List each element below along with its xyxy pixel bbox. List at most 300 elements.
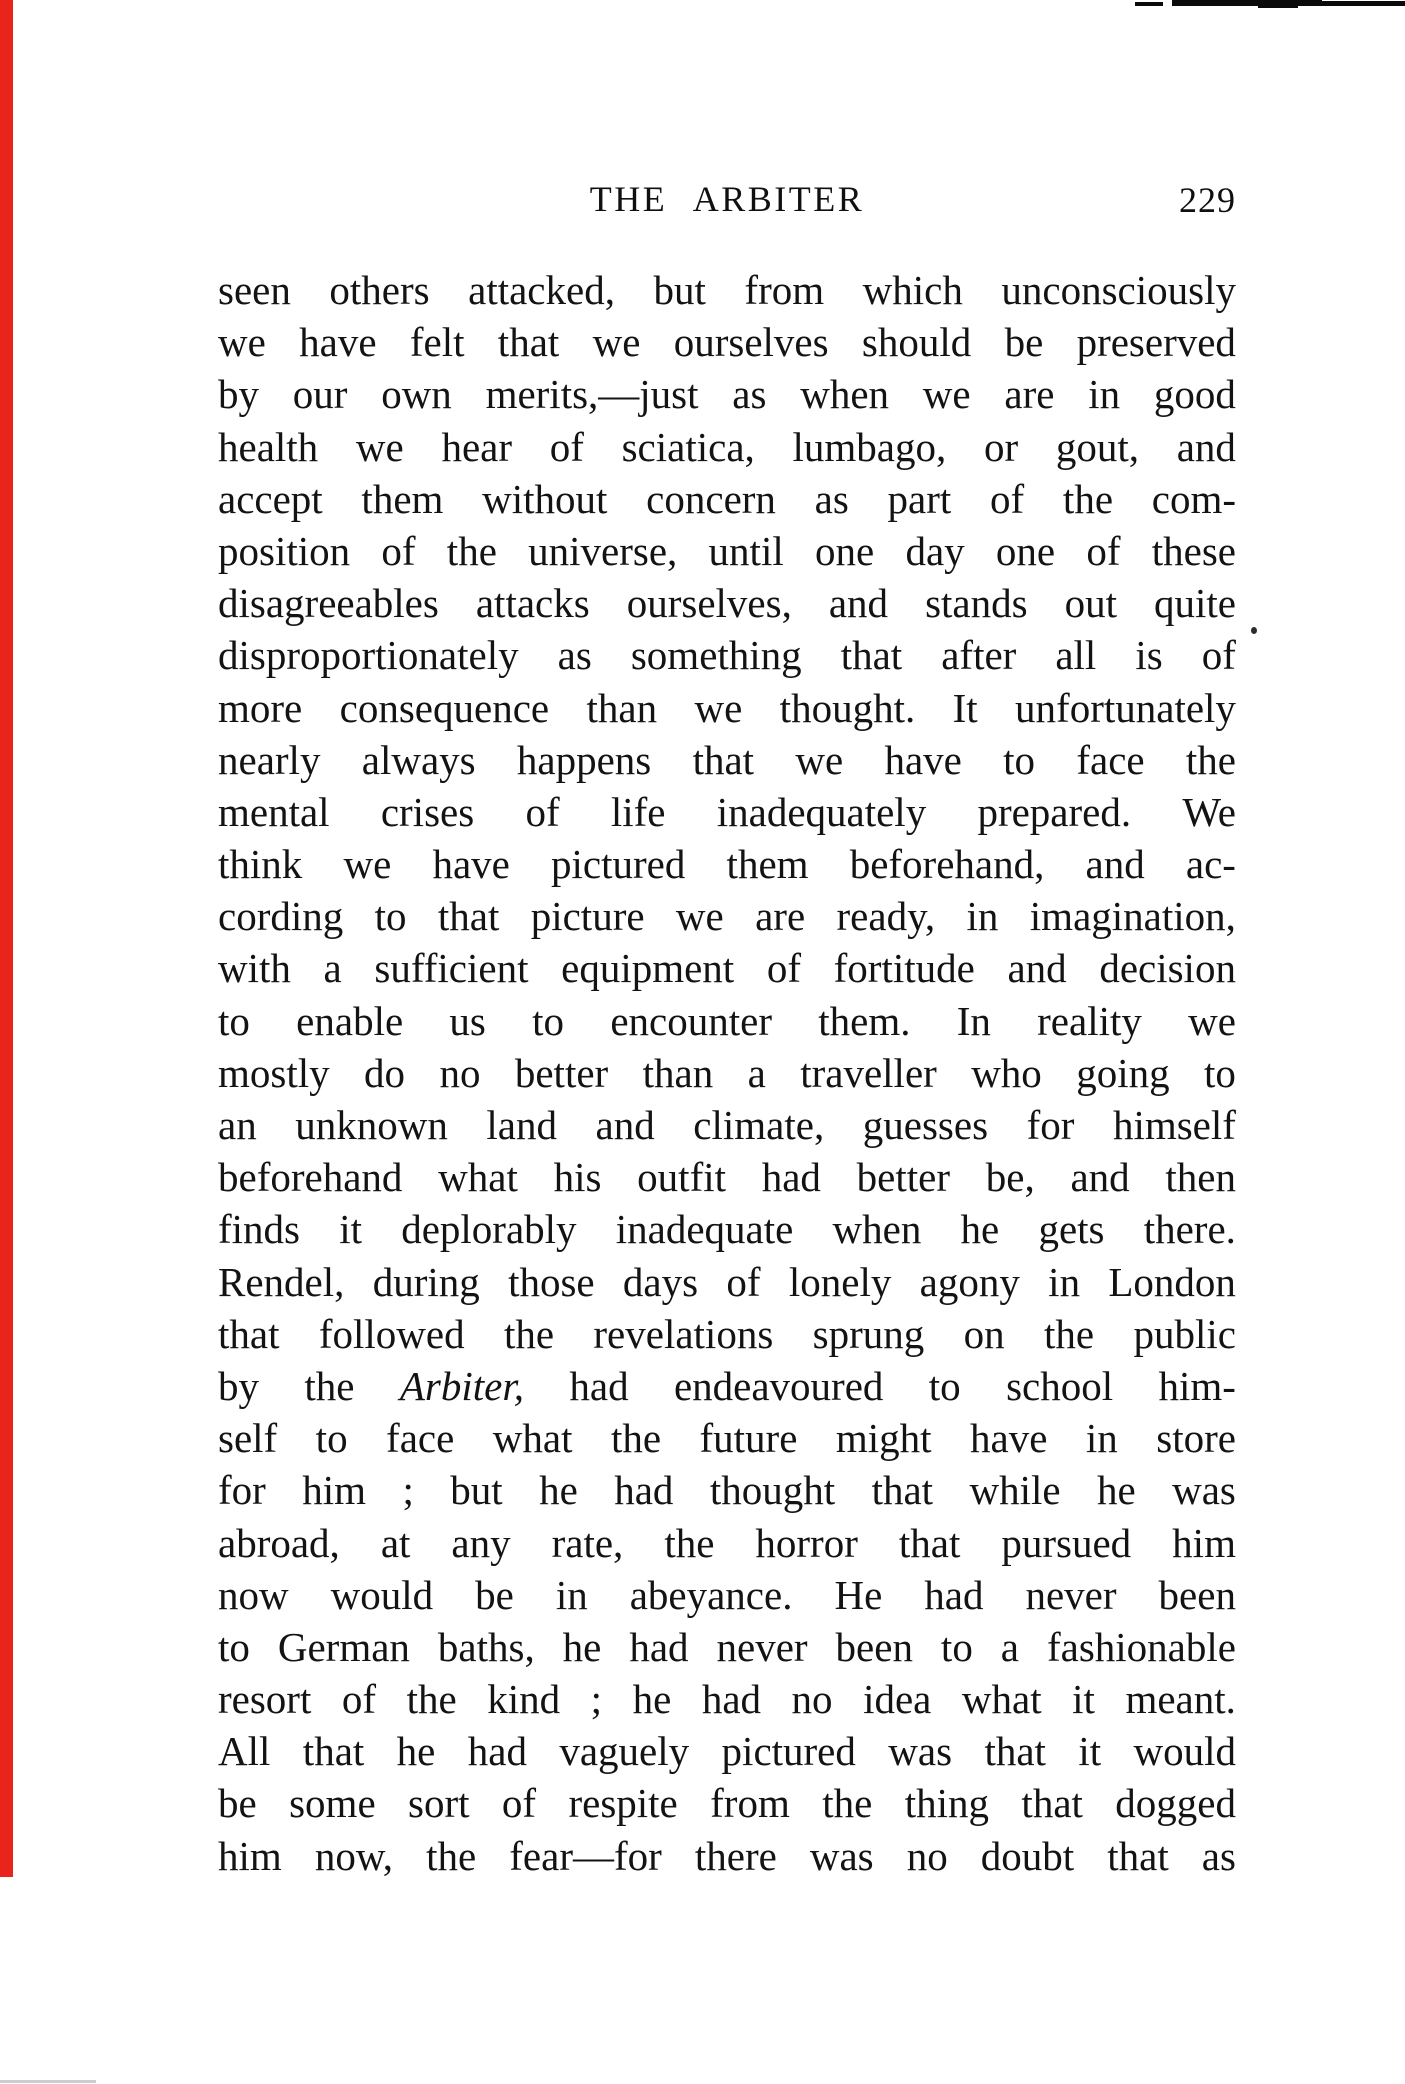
word: finds [218,1206,300,1253]
text-line [218,1569,1236,1621]
word: which [862,267,963,313]
word: is [1135,632,1163,679]
word: be, [985,1154,1035,1201]
word: the [1043,1310,1095,1357]
word: It [952,684,978,731]
word: never [1025,1571,1117,1618]
word: picture [530,893,645,940]
word: stands [925,580,1028,627]
word: sort [408,1780,470,1827]
word: inadequate [615,1206,794,1253]
word: we [1188,997,1236,1044]
text-line [218,995,1236,1047]
word: at [380,1519,411,1566]
text-line [218,1777,1236,1829]
word: there. [1143,1206,1236,1253]
page-title: THE ARBITER [589,179,865,219]
word: pursued [1001,1519,1132,1566]
word: resort [218,1676,312,1723]
word: abroad, [218,1519,340,1566]
word: we [355,423,404,470]
word: crises [380,788,475,835]
word: decision [1099,945,1236,992]
word: these [1151,527,1236,574]
word: had [761,1154,821,1201]
word: now, [314,1832,394,1879]
word: position [218,527,351,574]
word: fashionable [1046,1623,1236,1670]
word: He [834,1571,883,1618]
text-line [218,1203,1236,1255]
word: have [299,319,377,366]
word: himself [1112,1102,1236,1148]
scan-artifact-top-right [1172,0,1322,6]
word: going [1076,1049,1170,1096]
word: he [1097,1467,1136,1514]
word: guesses [862,1102,989,1148]
word: reality [1037,997,1142,1044]
word: beforehand [218,1154,403,1201]
word: thing [904,1780,990,1827]
word: unconsciously [1001,267,1236,313]
word: he [396,1728,436,1775]
ink-dot-artifact [1251,627,1257,634]
word: his [553,1154,602,1201]
word: be [218,1780,257,1827]
word: respite [568,1780,678,1827]
word: him [218,1832,282,1879]
word: the [664,1519,715,1566]
word: ready, [836,893,936,940]
text-line [218,1047,1236,1099]
word: had [614,1467,674,1514]
word: had [467,1728,527,1775]
word: and [1070,1154,1130,1201]
text-line [218,890,1236,942]
word: lumbago, [792,423,947,470]
text-line [218,421,1236,473]
word: of [726,1258,761,1305]
word: that [437,893,500,940]
word: a [747,1049,766,1096]
word: ; [590,1676,603,1723]
word: on [963,1310,1005,1357]
word: enable [296,997,404,1044]
word: them [361,475,444,522]
word: of [525,788,560,835]
word: what [492,1415,573,1462]
word: that [898,1519,961,1566]
word: those [508,1258,595,1305]
word: German [277,1623,410,1670]
word: better [856,1154,951,1201]
word: equipment [561,945,735,992]
word: sprung [812,1310,925,1357]
word: school [1006,1362,1114,1409]
text-line [218,1725,1236,1777]
word: an [218,1102,257,1148]
text-line [218,525,1236,577]
word: in [1088,371,1121,418]
word: it [1072,1676,1095,1723]
word: disagreeables [218,580,439,627]
word: was [888,1728,953,1775]
word: a [323,945,342,992]
word: days [622,1258,699,1305]
word: out [1064,580,1117,627]
word: dogged [1115,1780,1236,1827]
word: that [302,1728,365,1775]
word: then [1165,1154,1236,1201]
scan-artifact-top-right [1258,4,1298,8]
word: what [438,1154,518,1201]
word: quite [1154,580,1236,627]
word: after [941,632,1017,679]
word: that [984,1728,1046,1775]
word: imagination, [1029,893,1236,940]
word: would [1133,1728,1236,1775]
word: we [694,684,743,731]
word: and [595,1102,655,1148]
word: to [218,997,250,1044]
page-number: 229 [1179,180,1236,220]
word: was [809,1832,874,1879]
word: be [1004,319,1044,366]
word: ourselves, [626,580,792,627]
word: him [302,1467,367,1514]
word: inadequately [716,788,927,835]
word: horror [755,1519,858,1566]
word: for [1026,1102,1075,1148]
word: be [475,1571,514,1618]
word: fortitude [833,945,975,992]
scan-artifact-top-right [1135,2,1163,6]
word: he [539,1467,578,1514]
word: prepared. [977,788,1132,835]
word: sufficient [374,945,529,992]
word: gets [1038,1206,1105,1253]
word: mental [218,788,330,835]
word: lonely [788,1258,892,1305]
word: outfit [637,1154,726,1201]
word: them [726,841,809,888]
word: ourselves [673,319,829,366]
word: as [732,371,767,418]
word: he [632,1676,672,1723]
word: doubt [980,1832,1075,1879]
text-line [218,1673,1236,1725]
word: than [642,1049,714,1096]
word: and [1085,841,1145,888]
word: our [292,371,348,418]
word: thought [709,1467,836,1514]
word: any [451,1519,511,1566]
word: followed [318,1310,465,1357]
word: better [514,1049,609,1096]
word: as [1201,1832,1236,1879]
word: concern [646,475,776,522]
word: no [791,1676,833,1723]
word: one [995,527,1056,574]
text-line [218,786,1236,838]
word: to [218,1623,250,1670]
word: happens [516,736,652,783]
text-line [218,629,1236,681]
word: him [1172,1519,1236,1566]
word: might [835,1415,932,1462]
word: sciatica, [621,423,755,470]
word: with [218,945,291,992]
word: baths, [437,1623,535,1670]
word: thought. [779,684,916,731]
word: face [386,1415,455,1462]
word: beforehand, [849,841,1045,888]
text-line [218,1830,1236,1882]
word: that [497,319,560,366]
word: in [555,1571,588,1618]
word: store [1156,1415,1236,1462]
word: do [364,1049,406,1096]
word: endeavoured [673,1362,884,1409]
word: we [592,319,641,366]
text-line [218,1621,1236,1673]
word: to [374,893,407,940]
word: attacked, [468,267,615,313]
word: preserved [1076,319,1236,366]
word: we [795,736,844,783]
word: that [1107,1832,1169,1879]
word: in [1085,1415,1118,1462]
word: ; [402,1467,414,1514]
text-line [218,368,1236,420]
word: unfortunately [1015,684,1236,731]
word: felt [409,319,465,366]
word: have [432,841,510,888]
word: to [1204,1049,1236,1096]
word: or [983,423,1019,470]
word: and [1176,423,1236,470]
word: self [218,1415,278,1462]
word: attacks [475,580,590,627]
scan-artifact-bottom-left [0,2080,96,2083]
text-line [218,577,1236,629]
word: should [861,319,972,366]
word: of [1086,527,1121,574]
word: of [501,1780,537,1827]
word: some [289,1780,376,1827]
word: deplorably [401,1206,577,1253]
text-line [218,734,1236,786]
word: more [218,684,303,731]
word: of [549,423,584,470]
word: revelations [593,1310,774,1357]
word: hear [441,423,512,470]
word: of [990,475,1025,522]
word: to [928,1362,961,1409]
italic-word: Arbiter, [399,1362,524,1409]
text-line [218,1151,1236,1203]
word: universe, [528,527,678,574]
word: during [372,1258,480,1305]
text-line [218,682,1236,734]
word: when [800,371,890,418]
word: from [710,1780,790,1827]
word: Rendel, [218,1258,345,1305]
word: In [956,997,991,1044]
word: gout, [1055,423,1139,470]
word: abeyance. [629,1571,793,1618]
word: and [1007,945,1067,992]
word: without [482,475,608,522]
text-line [218,838,1236,890]
scan-artifact-top-right [1318,1,1405,6]
word: unknown [295,1102,448,1148]
word: now [218,1571,289,1618]
text-line [218,264,1236,316]
word: while [969,1467,1061,1514]
word: the [503,1310,555,1357]
word: traveller [800,1049,937,1096]
word: kind [487,1676,561,1723]
word: one [814,527,875,574]
word: pictured [721,1728,856,1775]
word: them. [818,997,911,1044]
page-header [218,179,1236,220]
word: it [339,1206,362,1253]
word: the [1185,736,1236,783]
word: when [832,1206,922,1253]
word: had [701,1676,762,1723]
word: public [1133,1310,1236,1357]
text-line [218,1256,1236,1308]
word: the [426,1832,477,1879]
word: good [1153,371,1236,418]
word: we [675,893,724,940]
word: mostly [218,1049,330,1096]
word: he [960,1206,1000,1253]
word: think [218,841,303,888]
word: accept [218,475,323,522]
word: was [1172,1467,1236,1514]
word: as [557,632,592,679]
word: as [814,475,849,522]
body-text [218,264,1236,1882]
word: the [304,1362,355,1409]
word: him- [1158,1362,1236,1409]
word: it [1078,1728,1102,1775]
word: of [766,945,801,992]
word: us [449,997,486,1044]
word: but [653,267,706,313]
word: face [1076,736,1145,783]
word: rate, [551,1519,624,1566]
word: that [692,736,755,783]
word: had [924,1571,984,1618]
word: encounter [610,997,772,1044]
word: in [966,893,999,940]
word: by [218,1362,259,1409]
word: have [970,1415,1048,1462]
word: are [755,893,806,940]
word: to [1003,736,1036,783]
red-edge-stripe [0,0,13,1877]
word: land [486,1102,557,1148]
word: of [341,1676,377,1723]
word: until [708,527,784,574]
word: that [840,632,903,679]
word: seen [218,267,291,313]
word: never [716,1623,808,1670]
word: than [586,684,658,731]
text-line [218,316,1236,368]
word: we [218,319,266,366]
text-line [218,1360,1236,1412]
word: to [940,1623,973,1670]
word: the [822,1780,873,1827]
word: agony [919,1258,1020,1305]
word: climate, [693,1102,825,1148]
word: no [906,1832,948,1879]
word: no [439,1049,481,1096]
word: the [406,1676,457,1723]
word: others [329,267,430,313]
word: We [1182,788,1236,835]
word: to [532,997,565,1044]
word: he [562,1623,602,1670]
word: nearly [218,736,321,783]
word: something [630,632,802,679]
word: would [330,1571,434,1618]
word: the [1062,475,1114,522]
word: cording [218,893,344,940]
word: been [835,1623,913,1670]
word: from [744,267,825,313]
word: had [629,1623,689,1670]
text-line [218,1308,1236,1360]
word: that [871,1467,934,1514]
word: who [971,1049,1042,1096]
word: to [315,1415,348,1462]
word: consequence [339,684,550,731]
text-line [218,942,1236,994]
word: the [610,1415,662,1462]
word: com- [1151,475,1236,522]
word: part [887,475,952,522]
word: idea [863,1676,932,1723]
word: we [343,841,392,888]
word: London [1108,1258,1236,1305]
word: a [1000,1623,1019,1670]
word: All [218,1728,271,1775]
word: there [694,1832,777,1879]
word: health [218,423,319,470]
word: had [569,1362,629,1409]
text-line [218,1517,1236,1569]
word: vaguely [559,1728,690,1775]
text-line [218,1099,1236,1151]
word: that [1021,1780,1083,1827]
word: what [961,1676,1042,1723]
word: and [828,580,889,627]
word: all [1055,632,1097,679]
word: future [699,1415,798,1462]
word: ac- [1185,841,1236,888]
word: in [1048,1258,1081,1305]
word: life [610,788,666,835]
word: that [218,1310,280,1357]
word: disproportionately [218,632,519,679]
word: are [1004,371,1055,418]
